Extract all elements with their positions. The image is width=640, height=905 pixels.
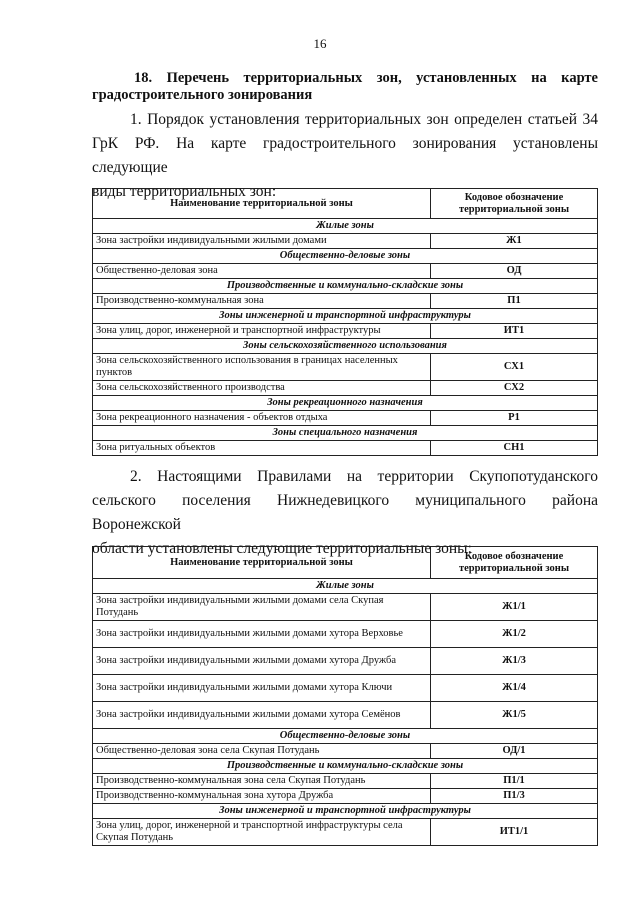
zone-code-cell: ИТ1/1 [431, 819, 598, 846]
paragraph-line: ГрК РФ. На карте градостроительного зонирования установлены следующие [92, 135, 598, 176]
zone-code-cell: СХ2 [431, 381, 598, 396]
zone-code-cell: Ж1/4 [431, 675, 598, 702]
zone-group-title: Производственные и коммунально-складские зоны [93, 279, 598, 294]
zone-group-row [93, 396, 598, 411]
zone-group-row [93, 279, 598, 294]
table-row [93, 675, 598, 702]
zone-code-cell: ОД/1 [431, 744, 598, 759]
zone-name-cell: Зона рекреационного назначения - объектов отдыха [93, 411, 431, 426]
table-row [93, 648, 598, 675]
zone-name-cell: Производственно-коммунальная зона [93, 294, 431, 309]
zone-code-cell: П1/3 [431, 789, 598, 804]
header-zone-name: Наименование территориальной зоны [93, 189, 431, 219]
zone-name-cell: Зона застройки индивидуальными жилыми домами хутора Семёнов [93, 702, 431, 729]
table-row [93, 441, 598, 456]
zone-code-cell: СХ1 [431, 354, 598, 381]
table-row [93, 819, 598, 846]
table-row [93, 294, 598, 309]
zone-code-cell: Ж1 [431, 234, 598, 249]
zone-name-cell: Зона застройки индивидуальными жилыми домами хутора Ключи [93, 675, 431, 702]
paragraph-line: 2. Настоящими Правилами на территории Скупопотуданского [130, 468, 598, 485]
zone-code-cell: Ж1/3 [431, 648, 598, 675]
header-zone-name: Наименование территориальной зоны [93, 547, 431, 579]
paragraph-line: области установлены следующие территориальные зоны: [92, 540, 472, 557]
zone-group-title: Зоны рекреационного назначения [93, 396, 598, 411]
zones-table-body [93, 219, 598, 456]
zone-group-title: Общественно-деловые зоны [93, 249, 598, 264]
table-row [93, 744, 598, 759]
table-row [93, 234, 598, 249]
paragraph-line: виды территориальных зон: [92, 183, 277, 200]
table-row [93, 381, 598, 396]
table-row [93, 354, 598, 381]
zone-group-title: Зоны сельскохозяйственного использования [93, 339, 598, 354]
table-header-row [93, 547, 598, 579]
table-row [93, 789, 598, 804]
zones-table-body [93, 579, 598, 846]
zone-group-title: Зоны инженерной и транспортной инфраструктуры [93, 309, 598, 324]
paragraph-line: сельского поселения Нижнедевицкого муниципального района Воронежской [92, 492, 598, 533]
zone-name-cell: Зона застройки индивидуальными жилыми домами хутора Дружба [93, 648, 431, 675]
zone-code-cell: СН1 [431, 441, 598, 456]
zone-group-row [93, 219, 598, 234]
zone-code-cell: П1 [431, 294, 598, 309]
zone-name-cell: Зона застройки индивидуальными жилыми домами хутора Верховье [93, 621, 431, 648]
zone-name-cell: Зона застройки индивидуальными жилыми домами [93, 234, 431, 249]
paragraph-line: 1. Порядок установления территориальных зон определен статьей 34 [130, 111, 598, 128]
zone-group-title: Производственные и коммунально-складские зоны [93, 759, 598, 774]
zone-code-cell: Р1 [431, 411, 598, 426]
table-row [93, 621, 598, 648]
zone-name-cell: Зона улиц, дорог, инженерной и транспортной инфраструктуры села Скупая Потудань [93, 819, 431, 846]
table-header-row [93, 189, 598, 219]
table-row [93, 264, 598, 279]
zone-name-cell: Производственно-коммунальная зона села Скупая Потудань [93, 774, 431, 789]
zone-group-row [93, 249, 598, 264]
zone-name-cell: Зона сельскохозяйственного производства [93, 381, 431, 396]
zones-table-general [92, 188, 598, 456]
table-row [93, 594, 598, 621]
zone-group-title: Жилые зоны [93, 579, 598, 594]
zone-group-title: Зоны инженерной и транспортной инфраструктуры [93, 804, 598, 819]
zone-group-row [93, 339, 598, 354]
zone-group-row [93, 759, 598, 774]
zone-name-cell: Зона сельскохозяйственного использования в границах населенных пунктов [93, 354, 431, 381]
header-zone-code: Кодовое обозначение территориальной зоны [431, 189, 598, 219]
table-row [93, 411, 598, 426]
zone-code-cell: П1/1 [431, 774, 598, 789]
zone-name-cell: Зона ритуальных объектов [93, 441, 431, 456]
zone-group-row [93, 579, 598, 594]
page-number: 16 [313, 36, 327, 51]
zone-group-row [93, 729, 598, 744]
table-row [93, 774, 598, 789]
zone-name-cell: Общественно-деловая зона села Скупая Потудань [93, 744, 431, 759]
section-title-line-2: градостроительного зонирования [92, 87, 313, 103]
zone-group-title: Общественно-деловые зоны [93, 729, 598, 744]
zone-code-cell: Ж1/1 [431, 594, 598, 621]
section-title-line-1: 18. Перечень территориальных зон, установленных на карте [134, 70, 598, 86]
zone-code-cell: Ж1/2 [431, 621, 598, 648]
zone-group-title: Жилые зоны [93, 219, 598, 234]
zone-group-title: Зоны специального назначения [93, 426, 598, 441]
zone-name-cell: Производственно-коммунальная зона хутора Дружба [93, 789, 431, 804]
zone-code-cell: ОД [431, 264, 598, 279]
zone-code-cell: ИТ1 [431, 324, 598, 339]
zone-name-cell: Зона застройки индивидуальными жилыми домами села Скупая Потудань [93, 594, 431, 621]
section-title [92, 70, 598, 104]
zone-name-cell: Зона улиц, дорог, инженерной и транспортной инфраструктуры [93, 324, 431, 339]
table-row [93, 702, 598, 729]
table-row [93, 324, 598, 339]
zones-table-settlement [92, 546, 598, 846]
zone-group-row [93, 309, 598, 324]
zone-group-row [93, 804, 598, 819]
zone-code-cell: Ж1/5 [431, 702, 598, 729]
zone-group-row [93, 426, 598, 441]
zone-name-cell: Общественно-деловая зона [93, 264, 431, 279]
header-zone-code: Кодовое обозначение территориальной зоны [431, 547, 598, 579]
